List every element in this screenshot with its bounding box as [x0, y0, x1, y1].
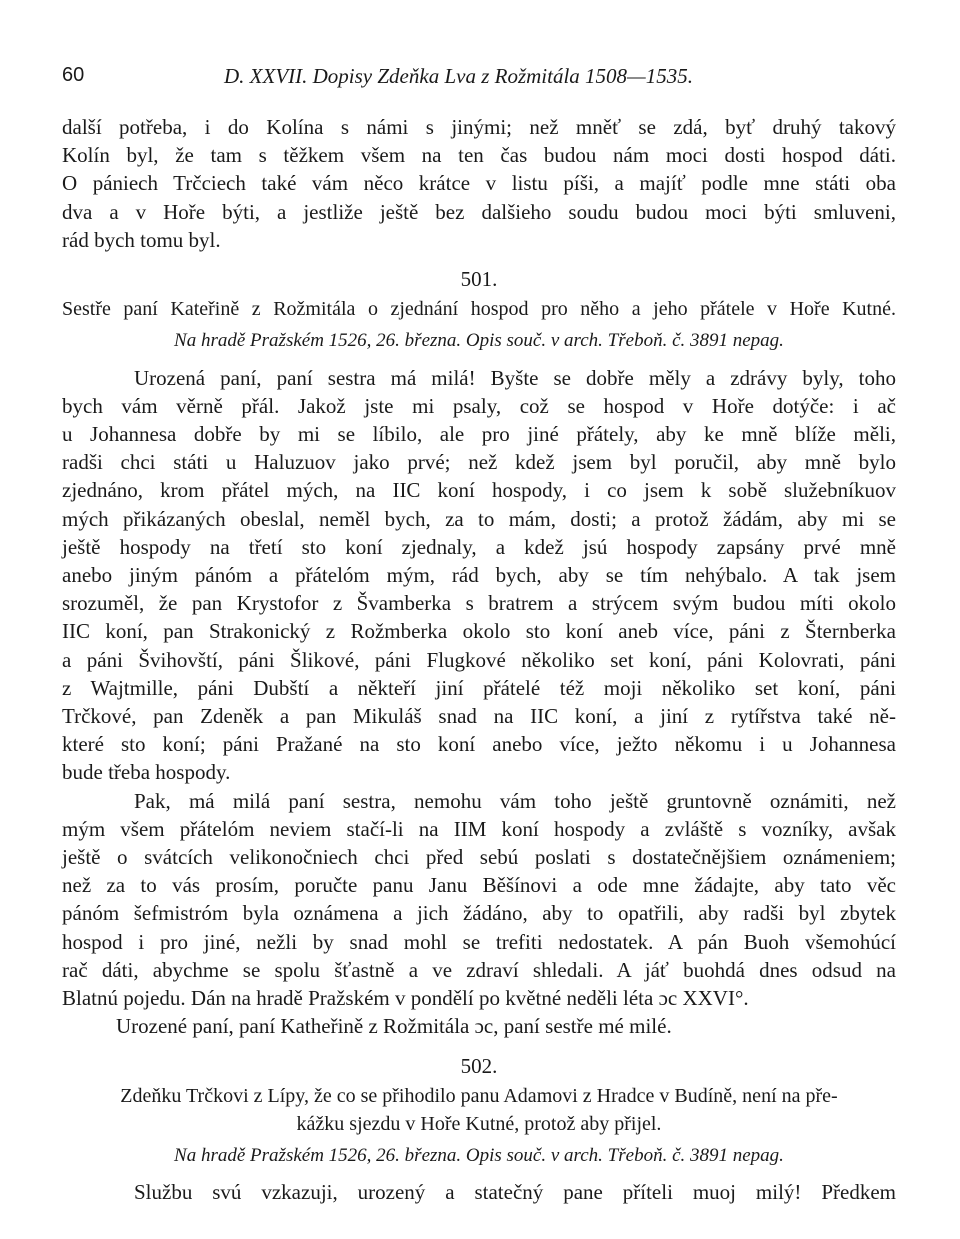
- letter-501-source: Na hradě Pražském 1526, 26. března. Opis souč. v arch. Třeboň. č. 3891 nepag.: [174, 330, 784, 352]
- letter-501-paragraph-2: [62, 787, 896, 1013]
- letter-501-line: než za to vás prosím, poručte panu Janu Běšínovi a ode mne žádajte, aby tato věc: [62, 873, 896, 898]
- letter-501-line: pánóm šefmistróm byla oznámena a jich žádáno, aby to opatřili, aby radši byl zbytek: [62, 901, 896, 926]
- letter-502-source: Na hradě Pražském 1526, 26. března. Opis souč. v arch. Třeboň. č. 3891 nepag.: [174, 1145, 784, 1167]
- letter-501-line: Pak, má milá paní sestra, nemohu vám toho ještě gruntovně oznámiti, než: [134, 788, 896, 813]
- letter-501-rubric: Sestře paní Kateřině z Rožmitála o zjednání hospod pro něho a jeho přátele v Hoře Kutné.: [62, 298, 896, 321]
- intro-line: O pániech Trčciech také vám něco krátce v listu píši, a majíť podle mne státi oba: [62, 171, 896, 196]
- letter-501-line: Blatnú pojedu. Dán na hradě Pražském v pondělí po květné neděli léta ɔc XXVI°.: [62, 986, 749, 1011]
- page-body: [62, 113, 896, 1207]
- letter-502-first-line: Službu svú vzkazuji, urozený a statečný pane příteli muoj milý! Předkem: [134, 1180, 896, 1205]
- letter-501-line: u Johannesa dobře by mi se líbilo, ale pro jiné přátely, aby ke mně blíže měli,: [62, 422, 896, 447]
- letter-501-line: mým všem přátelóm neviem stačí-li na IIM koní hospody a zvláště s vozníky, avšak: [62, 816, 896, 841]
- letter-501-line: hospod i pro jiné, nežli by snad mohl se trefiti nedostatek. A pán Buoh všemohúcí: [62, 929, 896, 954]
- letter-502-rubric-line: Zdeňku Trčkovi z Lípy, že co se přihodilo panu Adamovi z Hradce v Budíně, není na pře-: [120, 1084, 838, 1107]
- page-number: 60: [62, 64, 85, 86]
- letter-502-rubric-line: kážku sjezdu v Hoře Kutné, protož aby přijel.: [296, 1112, 662, 1135]
- letter-501-line: bych vám věrně přál. Jakož jste mi psaly, což se hospod v Hoře dotýče: i ač: [62, 393, 896, 418]
- letter-501-line: radši chci státi u Haluzuov jako prvé; než kdež jsem byl poručil, aby mně bylo: [62, 450, 896, 475]
- running-head: D. XXVII. Dopisy Zdeňka Lva z Rožmitála 1508—1535.: [224, 64, 693, 88]
- intro-line: rád bych tomu byl.: [62, 227, 221, 252]
- letter-501-line: Trčkové, pan Zdeněk a pan Mikuláš snad na IIC koní, a jiní z rytířstva také ně-: [62, 704, 896, 729]
- letter-501-line: srozuměl, že pan Krystofor z Švamberka s bratrem a strýcem svým budou míti okolo: [62, 591, 896, 616]
- letter-501-line: rač dáti, abychme se spolu šťastně a ve zdraví shledali. A jáť buohdá dnes odsud na: [62, 957, 896, 982]
- letter-501-line: ještě o svátcích velikonočniech chci před sebú poslati s dostatečnějšiem oznámeniem;: [62, 845, 896, 870]
- intro-line: dva a v Hoře býti, a jestliže ještě bez dalšieho soudu budou moci býti smluveni,: [62, 199, 896, 224]
- letter-501-number: 501.: [460, 267, 498, 292]
- letter-502-number: 502.: [460, 1053, 498, 1078]
- letter-502-rubric: [62, 1082, 896, 1138]
- letter-501-address: Urozené paní, paní Katheřině z Rožmitála ɔc, paní sestře mé milé.: [116, 1014, 672, 1039]
- letter-501-line: ještě hospody na třetí sto koní zjednaly, a kdež jsú hospody zapsány prvé mně: [62, 534, 896, 559]
- letter-501-line: Urozená paní, paní sestra má milá! Byšte se dobře měly a zdrávy byly, toho: [134, 365, 896, 390]
- letter-501-line: bude třeba hospody.: [62, 760, 231, 785]
- page-header: [62, 64, 896, 94]
- intro-line: další potřeba, i do Kolína s námi s jinými; než mněť se zdá, byť druhý takový: [62, 115, 896, 139]
- intro-paragraph: [62, 113, 896, 254]
- letter-501-line: z Wajtmille, páni Dubští a někteří jiní přátelé též moji několiko set koní, páni: [62, 675, 896, 700]
- letter-501-line: a páni Švihovští, páni Šlikové, páni Flugkové několiko set koní, páni Kolovrati, páni: [62, 647, 896, 672]
- letter-501-line: IIC koní, pan Strakonický z Rožmberka okolo sto koní aneb více, páni z Šternberka: [62, 619, 896, 644]
- letter-501-paragraph-1: [62, 364, 896, 787]
- letter-501-line: které sto koní; páni Pražané na sto koní anebo více, ježto někomu i u Johannesa: [62, 732, 896, 757]
- letter-501-line: mých přikázaných obeslal, neměl bych, za to mám, dosti; a protož žádám, aby mi se: [62, 506, 896, 531]
- letter-501-line: zjednáno, krom přátel mých, na IIC koní hospody, i co jsem k sobě služebníkuov: [62, 478, 896, 503]
- intro-line: Kolín byl, že tam s těžkem všem na ten čas budou nám moci dosti hospod dáti.: [62, 143, 896, 168]
- letter-501-line: anebo jiným pánóm a přátelóm mým, rád bych, aby se tím nehýbalo. A tak jsem: [62, 563, 896, 588]
